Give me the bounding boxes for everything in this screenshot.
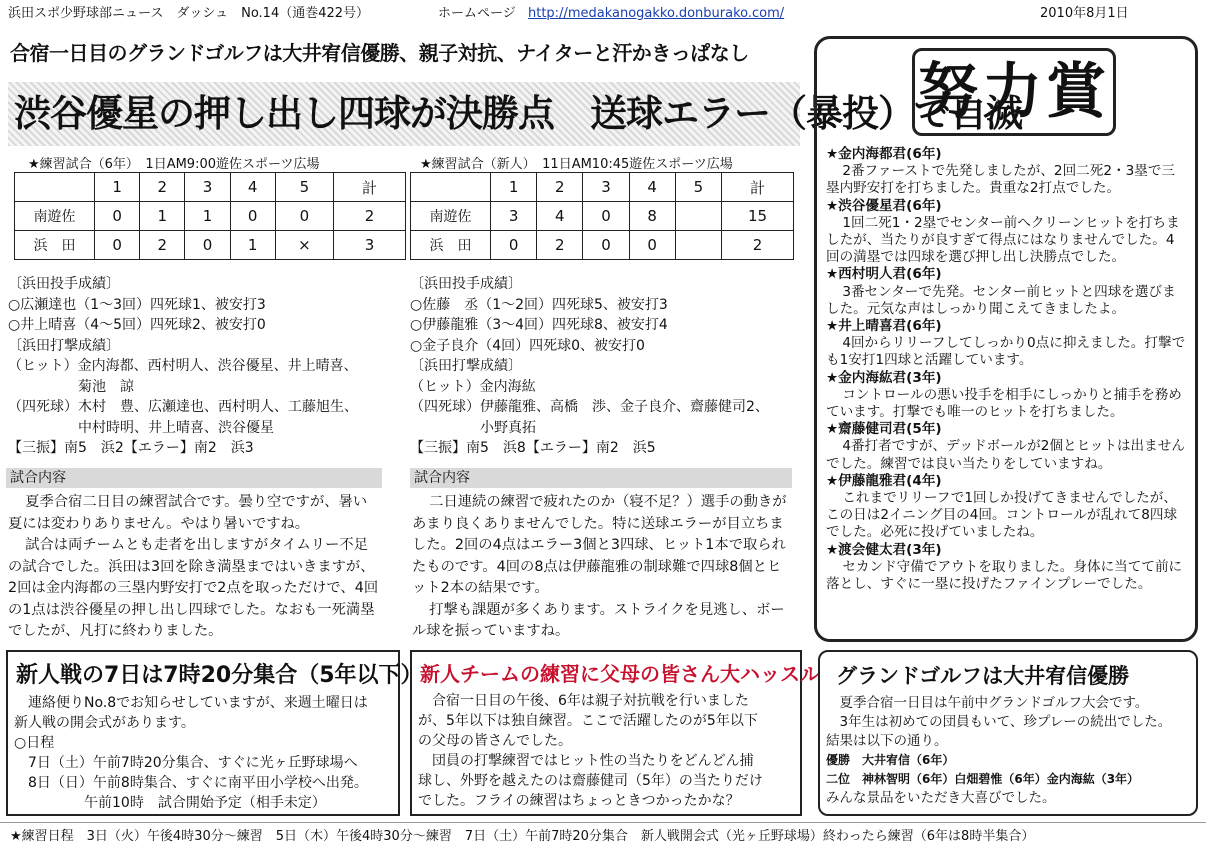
batting-line: 【三振】南5 浜8【エラー】南2 浜5 xyxy=(410,440,656,456)
batting-line: （四死球）伊藤龍雅、高橋 渉、金子良介、齋藤健司2、 xyxy=(410,399,769,415)
award-reason: これまでリリーフで1回しか投げてきませんでしたが、この日は2イニング目の4回。コントロールが乱れて8四球でした。必死に投げていましたね。 xyxy=(826,490,1178,541)
game2-caption: ★練習試合（新人） 11日AM10:45遊佐スポーツ広場 xyxy=(420,157,733,172)
header-cell: 1 xyxy=(95,173,140,202)
scoreboard-row xyxy=(411,231,794,260)
batting-line: （四死球）木村 豊、広瀬達也、西村明人、工藤旭生、 xyxy=(8,399,358,415)
team-name: 浜 田 xyxy=(411,231,491,260)
notice-line: 連絡便りNo.8でお知らせしていますが、来週土曜日は xyxy=(14,695,368,711)
total-score: 2 xyxy=(722,231,794,260)
award-reason: 2番ファーストで先発しましたが、2回二死2・3塁で三塁内野安打を打ちました。貴重な2打点でした。 xyxy=(826,163,1176,197)
pitching-line: ○伊藤龍雅（3～4回）四死球8、被安打4 xyxy=(410,317,668,333)
inning-score: 0 xyxy=(583,231,629,260)
result-line: 優勝 大井宥信（6年） xyxy=(826,753,955,767)
total-score: 2 xyxy=(334,202,406,231)
scoreboard-header-row xyxy=(15,173,406,202)
scoreboard-row xyxy=(411,202,794,231)
game1-section-label: 試合内容 xyxy=(6,468,382,488)
award-recipient: ★渋谷優星君(6年) xyxy=(826,197,942,214)
header-cell: 1 xyxy=(491,173,537,202)
game2-section-label: 試合内容 xyxy=(410,468,792,488)
inning-score: 2 xyxy=(537,231,583,260)
inning-score: 1 xyxy=(185,202,230,231)
scoreboard-row xyxy=(15,231,406,260)
inning-score: 0 xyxy=(185,231,230,260)
header-cell: 5 xyxy=(675,173,721,202)
notice-line: 8日（日）午前8時集合、すぐに南平田小学校へ出発。 xyxy=(14,775,368,791)
header-cell: 4 xyxy=(629,173,675,202)
header-cell: 2 xyxy=(140,173,185,202)
award-reason: コントロールの悪い投手を相手にしっかりと捕手を務めています。打撃でも唯一のヒットを打ちました。 xyxy=(826,386,1182,421)
team-name: 南遊佐 xyxy=(411,202,491,231)
award-recipient: ★井上晴喜君(6年) xyxy=(826,318,942,335)
header-cell xyxy=(15,173,95,202)
article-line: の父母の皆さんでした。 xyxy=(418,733,572,749)
game1-scoreboard xyxy=(14,172,406,260)
article-line: 球し、外野を越えたのは齋藤健司（5年）の当たりだけ xyxy=(418,773,763,789)
pitching-line: ○佐藤 丞（1～2回）四死球5、被安打3 xyxy=(410,296,668,313)
inning-score: 8 xyxy=(629,202,675,231)
award-recipient: ★齋藤健司君(5年) xyxy=(826,421,942,438)
report-paragraph: 夏季合宿二日目の練習試合です。曇り空ですが、暑い夏には変わりありません。やはり暑いですね。 xyxy=(8,494,368,532)
award-reason: 1回二死1・2塁でセンター前へクリーンヒットを打ちましたが、当たりが良すぎて得点にはなりませんでした。4回の満塁では四球を選び押し出し決勝点でした。 xyxy=(826,214,1180,266)
pitching-label: 〔浜田投手成績〕 xyxy=(8,276,120,292)
notice-title: 新人戦の7日は7時20分集合（5年以下） xyxy=(16,663,423,688)
award-recipient: ★金内海都君(6年) xyxy=(826,146,942,162)
inning-score: 3 xyxy=(491,202,537,231)
inning-score: 0 xyxy=(491,231,537,260)
article-title: 新人チームの練習に父母の皆さん大ハッスル xyxy=(420,662,820,686)
award-reason: 4番打者ですが、デッドボールが2個とヒットは出ませんでした。練習では良い当たりをしていますね。 xyxy=(826,438,1185,472)
report-paragraph: 試合は両チームとも走者を出しますがタイムリー不足の試合でした。浜田は3回を除き満塁まではいきますが、2回は金内海都の三塁内野安打で2点を取っただけで、4回の1点は渋谷優星の押し出し四球でした。なおも一死満塁でしたが、凡打に終わりました。 xyxy=(8,537,379,639)
inning-score: 2 xyxy=(140,231,185,260)
report-paragraph: 二日連続の練習で疲れたのか（寝不足？）選手の動きがあまり良くありませんでした。特に送球エラーが目立ちました。2回の4点はエラー3個と3四球、ヒット1本で取られたものです。4回の8点は伊藤龍雅の制球難で四球8個とヒット2本の結果です。 xyxy=(412,494,787,596)
award-reason: 3番センターで先発。センター前ヒットと四球を選びました。元気な声はしっかり聞こえてきましたよ。 xyxy=(826,283,1176,317)
batting-label: 〔浜田打撃成績〕 xyxy=(8,337,120,354)
inning-score: 0 xyxy=(230,202,275,231)
award-reason: 4回からリリーフしてしっかり0点に抑えました。打撃でも1安打1四球と活躍しています。 xyxy=(826,335,1186,369)
header-cell: 5 xyxy=(275,173,333,202)
header-cell: 計 xyxy=(334,173,406,202)
inning-score: 0 xyxy=(629,231,675,260)
subheadline: 合宿一日目のグランドゴルフは大井宥信優勝、親子対抗、ナイターと汗かきっぱなし xyxy=(10,41,749,65)
header-cell: 3 xyxy=(185,173,230,202)
pitching-label: 〔浜田投手成績〕 xyxy=(410,276,522,292)
total-score: 15 xyxy=(722,202,794,231)
team-name: 浜 田 xyxy=(15,231,95,260)
inning-score: 1 xyxy=(230,231,275,260)
result-line: 二位 神林智明（6年）白畑碧惟（6年）金内海紘（3年） xyxy=(826,772,1140,786)
inning-score: 4 xyxy=(537,202,583,231)
award-recipient: ★渡会健太君(3年) xyxy=(826,541,942,558)
header-cell: 2 xyxy=(537,173,583,202)
pitching-line: ○広瀬達也（1～3回）四死球1、被安打3 xyxy=(8,296,266,313)
inning-score: 0 xyxy=(95,202,140,231)
notice-body xyxy=(8,693,398,813)
game2-scoreboard xyxy=(410,172,794,260)
game1-stats xyxy=(8,274,400,459)
newsletter-name: 浜田スポ少野球部ニュース ダッシュ No.14（通巻422号） xyxy=(8,6,370,21)
batting-line: 中村時明、井上晴喜、渋谷優星 xyxy=(8,419,274,436)
rookie-game-notice xyxy=(6,650,423,816)
batting-label: 〔浜田打撃成績〕 xyxy=(410,358,522,374)
game1-report xyxy=(8,492,380,643)
ground-golf-article xyxy=(818,650,1198,816)
notice-line: 午前10時 試合開始予定（相手未定） xyxy=(14,795,326,811)
article-title: グランドゴルフは大井宥信優勝 xyxy=(836,664,1130,688)
notice-line: 7日（土）午前7時20分集合、すぐに光ヶ丘野球場へ xyxy=(14,755,358,771)
team-name: 南遊佐 xyxy=(15,202,95,231)
header-cell: 4 xyxy=(230,173,275,202)
batting-line: 【三振】南5 浜2【エラー】南2 浜3 xyxy=(8,440,254,456)
award-list xyxy=(826,146,1188,593)
batting-line: 菊池 諒 xyxy=(8,378,134,395)
award-recipient: ★伊藤龍雅君(4年) xyxy=(826,472,942,489)
header-cell: 計 xyxy=(722,173,794,202)
article-line: が、5年以下は独自練習。ここで活躍したのが5年以下 xyxy=(418,713,758,729)
article-line: 3年生は初めての団員もいて、珍プレーの続出でした。 xyxy=(826,714,1172,730)
article-closing: みんな景品をいただき大喜びでした。 xyxy=(826,790,1056,806)
inning-score: 0 xyxy=(95,231,140,260)
batting-line: 小野真拓 xyxy=(410,419,536,436)
homepage-label: ホームページ xyxy=(438,6,516,21)
scoreboard-header-row xyxy=(411,173,794,202)
inning-score xyxy=(675,202,721,231)
total-score: 3 xyxy=(334,231,406,260)
inning-score: 0 xyxy=(583,202,629,231)
article-body xyxy=(412,691,800,811)
homepage-link[interactable]: http://medakanogakko.donburako.com/ xyxy=(528,6,785,21)
award-reason: セカンド守備でアウトを取りました。身体に当てて前に落とし、すぐに一塁に投げたファインプレーでした。 xyxy=(826,558,1183,593)
article-line: 結果は以下の通り。 xyxy=(826,733,948,749)
award-recipient: ★金内海紘君(3年) xyxy=(826,369,942,386)
notice-line: ○日程 xyxy=(14,735,55,751)
parents-practice-article xyxy=(410,650,820,816)
article-line: 合宿一日目の午後、6年は親子対抗戦を行いました xyxy=(418,693,749,709)
practice-schedule: ★練習日程 3日（火）午後4時30分～練習 5日（木）午後4時30分～練習 7日（土）午前7時20分集合 新人戦開会式（光ヶ丘野球場）終わったら練習（6年は8時半集合） xyxy=(0,822,1206,850)
article-line: でした。フライの練習はちょっときつかったかな？ xyxy=(418,793,740,809)
pitching-line: ○井上晴喜（4～5回）四死球2、被安打0 xyxy=(8,317,266,333)
inning-score: 1 xyxy=(140,202,185,231)
pitching-line: ○金子良介（4回）四死球0、被安打0 xyxy=(410,337,645,354)
game1-caption: ★練習試合（6年） 1日AM9:00遊佐スポーツ広場 xyxy=(28,157,320,172)
inning-score xyxy=(675,231,721,260)
batting-line: （ヒット）金内海紘 xyxy=(410,378,536,395)
article-body xyxy=(820,694,1196,808)
inning-score: 0 xyxy=(275,202,333,231)
article-line: 団員の打撃練習ではヒット性の当たりをどんどん捕 xyxy=(418,753,754,769)
issue-date: 2010年8月1日 xyxy=(1040,6,1129,21)
award-title: 努力賞 xyxy=(912,48,1116,136)
scoreboard-row xyxy=(15,202,406,231)
header-cell xyxy=(411,173,491,202)
notice-line: 新人戦の開会式があります。 xyxy=(14,715,195,731)
batting-line: （ヒット）金内海都、西村明人、渋谷優星、井上晴喜、 xyxy=(8,358,358,374)
newsletter-header xyxy=(0,0,1206,28)
award-recipient: ★西村明人君(6年) xyxy=(826,266,942,283)
header-cell: 3 xyxy=(583,173,629,202)
inning-score: × xyxy=(275,231,333,260)
article-line: 夏季合宿一日目は午前中グランドゴルフ大会です。 xyxy=(826,695,1149,711)
game2-report xyxy=(412,492,788,643)
game2-stats xyxy=(410,274,802,459)
headline: 渋谷優星の押し出し四球が決勝点 送球エラー（暴投）で自滅 xyxy=(8,82,800,146)
report-paragraph: 打撃も課題が多くあります。ストライクを見逃し、ボール球を振っていますね。 xyxy=(412,601,785,639)
